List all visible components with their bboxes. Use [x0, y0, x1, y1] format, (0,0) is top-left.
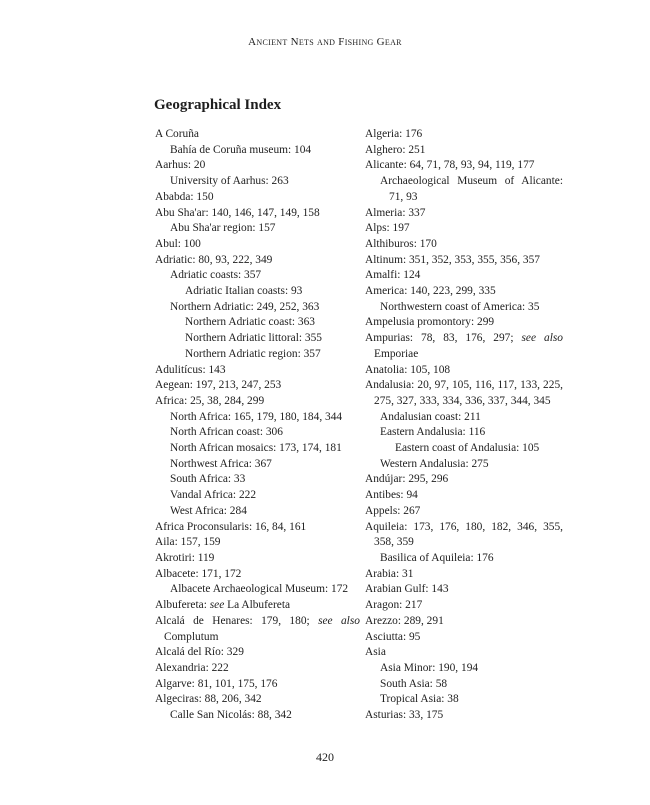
- index-entry: Bahía de Coruña museum: 104: [170, 143, 312, 156]
- running-head: Ancient Nets and Fishing Gear: [248, 36, 402, 48]
- index-entry: Albacete: 171, 172: [155, 567, 242, 580]
- index-entry: Africa Proconsularis: 16, 84, 161: [155, 520, 307, 533]
- index-entry: North Africa: 165, 179, 180, 184, 344: [170, 410, 343, 423]
- index-entry: Africa: 25, 38, 284, 299: [155, 394, 265, 407]
- index-column-right: [365, 127, 563, 724]
- index-entry: Appels: 267: [365, 504, 421, 517]
- index-entry: Alcalá del Río: 329: [155, 646, 244, 659]
- index-entry: Adulitícus: 143: [155, 363, 226, 376]
- index-entry: Adriatic: 80, 93, 222, 349: [155, 253, 273, 266]
- index-entry: Asciutta: 95: [365, 630, 421, 643]
- index-entry: Eastern coast of Andalusia: 105: [395, 442, 540, 455]
- index-entry: America: 140, 223, 299, 335: [365, 285, 496, 298]
- index-entry: Algarve: 81, 101, 175, 176: [155, 677, 278, 690]
- index-entry: Northern Adriatic coast: 363: [185, 316, 316, 329]
- index-entry: North African mosaics: 173, 174, 181: [170, 442, 342, 455]
- index-entry: Antibes: 94: [365, 489, 418, 502]
- index-entry: Andújar: 295, 296: [365, 473, 449, 486]
- index-entry: Ampurias: 78, 83, 176, 297; see also Emporiae: [365, 332, 563, 360]
- index-entry: Arezzo: 289, 291: [365, 614, 444, 627]
- index-column-left: [155, 127, 360, 724]
- index-entry: Almeria: 337: [365, 206, 426, 219]
- index-entry: Eastern Andalusia: 116: [380, 426, 486, 439]
- index-entry: Adriatic coasts: 357: [170, 269, 262, 282]
- index-entry: Aragon: 217: [365, 599, 423, 612]
- index-entry: Calle San Nicolás: 88, 342: [170, 709, 292, 722]
- index-entry: Albacete Archaeological Museum: 172: [170, 583, 349, 596]
- index-entry: Northwestern coast of America: 35: [380, 300, 540, 313]
- index-entry: Northwest Africa: 367: [170, 457, 272, 470]
- index-entry: Algeciras: 88, 206, 342: [155, 693, 262, 706]
- index-entry: Alcalá de Henares: 179, 180; see also Complutum: [155, 614, 360, 643]
- index-entry: Andalusian coast: 211: [380, 410, 481, 423]
- index-entry: Abu Sha'ar: 140, 146, 147, 149, 158: [155, 206, 320, 219]
- index-entry: Basilica of Aquileia: 176: [380, 551, 494, 564]
- index-entry: Alexandria: 222: [155, 661, 229, 674]
- page-number: 420: [316, 750, 334, 764]
- section-title: Geographical Index: [154, 97, 282, 113]
- index-entry: Asia Minor: 190, 194: [380, 661, 479, 674]
- index-entry: Aarhus: 20: [155, 159, 206, 172]
- index-entry: South Africa: 33: [170, 473, 246, 486]
- index-entry: Alicante: 64, 71, 78, 93, 94, 119, 177: [365, 159, 535, 172]
- index-entry: Ampelusia promontory: 299: [365, 316, 495, 329]
- index-entry: Algeria: 176: [365, 128, 423, 140]
- index-entry: Asturias: 33, 175: [365, 709, 444, 722]
- index-entry: Northern Adriatic region: 357: [185, 347, 321, 360]
- index-entry: West Africa: 284: [170, 504, 247, 517]
- index-entry: Altinum: 351, 352, 353, 355, 356, 357: [365, 253, 540, 266]
- index-entry: University of Aarhus: 263: [170, 175, 289, 188]
- index-entry: Aegean: 197, 213, 247, 253: [155, 379, 282, 392]
- index-entry: Anatolia: 105, 108: [365, 363, 451, 376]
- index-entry: Albufereta: see La Albufereta: [155, 599, 291, 612]
- index-entry: Alps: 197: [365, 222, 410, 235]
- index-entry: Northern Adriatic: 249, 252, 363: [170, 300, 320, 313]
- index-entry: Ababda: 150: [155, 190, 214, 203]
- index-entry: Andalusia: 20, 97, 105, 116, 117, 133, 225, 275, 327, 333, 334, 336, 337, 344, 345: [365, 379, 563, 407]
- index-entry: Northern Adriatic littoral: 355: [185, 332, 322, 345]
- index-entry: Western Andalusia: 275: [380, 457, 489, 470]
- index-entry: Akrotiri: 119: [155, 551, 215, 564]
- index-entry: Arabia: 31: [365, 567, 414, 580]
- index-entry: Aquileia: 173, 176, 180, 182, 346, 355, 358, 359: [365, 520, 563, 549]
- index-entry: Vandal Africa: 222: [170, 489, 257, 502]
- index-entry: Arabian Gulf: 143: [365, 583, 449, 596]
- index-entry: Asia: [365, 646, 386, 659]
- index-entry: Tropical Asia: 38: [380, 693, 459, 706]
- index-entry: Adriatic Italian coasts: 93: [185, 285, 303, 298]
- index-entry: Abul: 100: [155, 237, 201, 250]
- index-entry: Aila: 157, 159: [155, 536, 221, 549]
- index-entry: Alghero: 251: [365, 143, 426, 156]
- index-entry: Archaeological Museum of Alicante: 71, 93: [380, 175, 563, 203]
- index-entry: A Coruña: [155, 128, 199, 140]
- index-entry: North African coast: 306: [170, 426, 283, 439]
- index-entry: Althiburos: 170: [365, 237, 437, 250]
- index-entry: Amalfi: 124: [365, 269, 421, 282]
- index-entry: South Asia: 58: [380, 677, 448, 690]
- index-entry: Abu Sha'ar region: 157: [170, 222, 276, 235]
